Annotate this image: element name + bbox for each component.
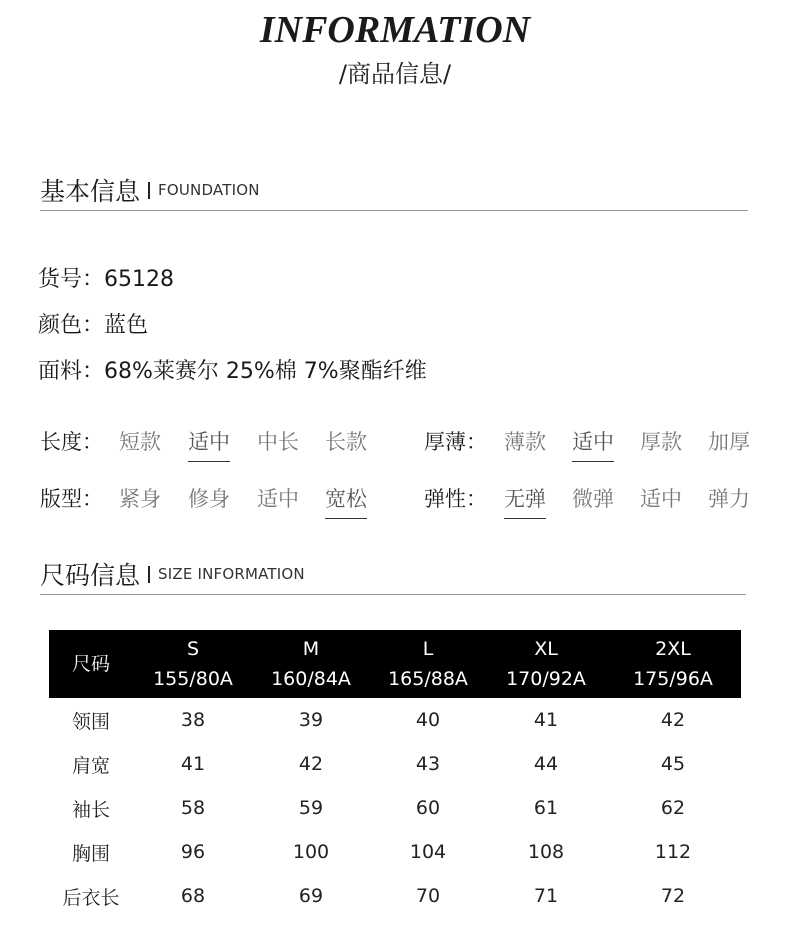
page-title: INFORMATION [259, 9, 531, 51]
table-cell: 96 [180, 841, 206, 863]
foundation-header [40, 172, 748, 208]
length-option: 中长 [257, 430, 299, 454]
elasticity-option: 弹力 [708, 487, 750, 511]
color-value: 蓝色 [104, 313, 149, 338]
table-cell: 72 [660, 885, 686, 907]
item-number-line [38, 262, 174, 293]
foundation-title: 基本信息 [40, 177, 141, 206]
fabric-value: 68%莱赛尔 25%棉 7%聚酯纤维 [104, 359, 427, 384]
table-cell: 41 [533, 709, 559, 731]
size-name: L [422, 638, 434, 660]
size-info-header [40, 556, 746, 592]
fit-row [0, 483, 790, 513]
elasticity-label: 弹性： [424, 487, 487, 511]
table-cell: 58 [180, 797, 206, 819]
table-row [49, 874, 741, 918]
thickness-option-selected: 适中 [572, 426, 614, 456]
size-spec: 175/96A [633, 668, 713, 690]
length-option-selected: 适中 [188, 426, 230, 456]
table-cell: 62 [660, 797, 686, 819]
size-header-row [49, 630, 741, 698]
fabric-label: 面料： [38, 359, 105, 384]
size-header-cell [253, 630, 369, 698]
size-name: M [302, 638, 320, 660]
size-header-cell [487, 630, 605, 698]
table-cell: 61 [533, 797, 559, 819]
item-number-value: 65128 [104, 267, 175, 292]
elasticity-option: 微弹 [572, 487, 614, 511]
size-header-cell [605, 630, 741, 698]
size-spec: 160/84A [271, 668, 351, 690]
title-divider [148, 566, 150, 583]
table-cell: 100 [292, 841, 330, 863]
table-row [49, 742, 741, 786]
elasticity-option-selected: 无弹 [504, 483, 546, 513]
size-spec: 155/80A [153, 668, 233, 690]
thickness-option: 厚款 [640, 430, 682, 454]
size-spec: 170/92A [506, 668, 586, 690]
thickness-label: 厚薄： [424, 430, 487, 454]
table-cell: 42 [298, 753, 324, 775]
table-cell: 69 [298, 885, 324, 907]
page-subtitle: /商品信息/ [338, 60, 452, 88]
table-cell: 112 [654, 841, 692, 863]
length-option: 长款 [325, 430, 367, 454]
fit-label: 版型： [40, 487, 103, 511]
item-number-label: 货号： [38, 267, 105, 292]
row-label: 领围 [71, 710, 110, 733]
table-cell: 59 [298, 797, 324, 819]
thickness-option: 薄款 [504, 430, 546, 454]
table-cell: 60 [415, 797, 441, 819]
table-cell: 68 [180, 885, 206, 907]
table-cell: 44 [533, 753, 559, 775]
row-label: 后衣长 [62, 886, 120, 909]
thickness-option: 加厚 [708, 430, 750, 454]
elasticity-option: 适中 [640, 487, 682, 511]
length-label: 长度： [40, 430, 103, 454]
table-cell: 104 [409, 841, 447, 863]
foundation-title-en: FOUNDATION [158, 181, 260, 199]
size-info-title: 尺码信息 [40, 561, 141, 590]
table-cell: 39 [298, 709, 324, 731]
fit-option-selected: 宽松 [325, 483, 367, 513]
size-table [49, 630, 741, 918]
size-header-cell [369, 630, 487, 698]
table-cell: 45 [660, 753, 686, 775]
size-name: S [186, 638, 200, 660]
table-row [49, 786, 741, 830]
title-divider [148, 182, 150, 199]
row-label: 袖长 [71, 798, 110, 821]
size-spec: 165/88A [388, 668, 468, 690]
size-header-corner: 尺码 [71, 653, 110, 675]
color-line [38, 308, 148, 339]
table-cell: 42 [660, 709, 686, 731]
row-label: 肩宽 [71, 754, 110, 777]
color-label: 颜色： [38, 313, 105, 338]
fit-option: 紧身 [119, 487, 161, 511]
table-cell: 43 [415, 753, 441, 775]
table-cell: 38 [180, 709, 206, 731]
fabric-line [38, 354, 427, 385]
size-info-title-en: SIZE INFORMATION [158, 565, 305, 583]
size-name: 2XL [655, 638, 691, 660]
table-cell: 40 [415, 709, 441, 731]
fit-option: 适中 [257, 487, 299, 511]
table-row [49, 830, 741, 874]
table-cell: 41 [180, 753, 206, 775]
length-option: 短款 [119, 430, 161, 454]
table-row [49, 698, 741, 742]
section-rule [40, 210, 748, 211]
size-name: XL [534, 638, 558, 660]
table-cell: 108 [527, 841, 565, 863]
row-label: 胸围 [71, 842, 110, 865]
length-row [0, 426, 790, 456]
fit-option: 修身 [188, 487, 230, 511]
size-header-cell [133, 630, 253, 698]
table-cell: 71 [533, 885, 559, 907]
table-cell: 70 [415, 885, 441, 907]
section-rule [40, 594, 746, 595]
